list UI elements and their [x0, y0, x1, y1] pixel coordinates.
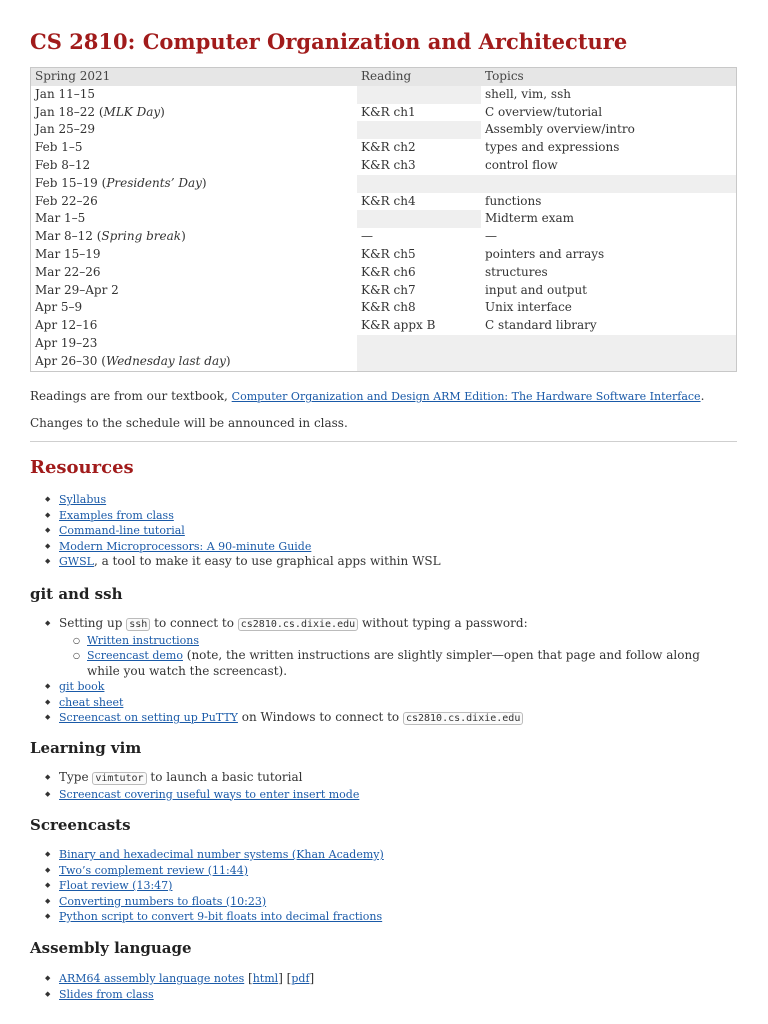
schedule-date-text: Jan 18–22 ( [35, 104, 104, 119]
schedule-date-text: Feb 15–19 ( [35, 175, 107, 190]
list-item [45, 539, 735, 555]
git-ssh-heading: git and ssh [30, 585, 123, 603]
screencast-link[interactable]: Two’s complement review (11:44) [59, 863, 249, 877]
schedule-date [31, 246, 358, 264]
schedule-date-text: Mar 15–19 [35, 246, 101, 261]
ssh-code: ssh [126, 618, 150, 631]
schedule-topic: C overview/tutorial [485, 104, 603, 119]
list-item [45, 492, 735, 508]
schedule-date-text: Feb 8–12 [35, 157, 91, 172]
schedule-topic: types and expressions [485, 140, 620, 155]
schedule-date [31, 317, 358, 335]
schedule-row [31, 264, 737, 282]
schedule-row [31, 335, 737, 353]
schedule-reading [357, 353, 481, 371]
schedule-reading [357, 210, 481, 228]
schedule-reading [357, 86, 481, 104]
insert-mode-link[interactable]: Screencast covering useful ways to enter insert mode [59, 787, 360, 801]
bracket-mid: ] [ [278, 971, 292, 985]
schedule-reading: K&R ch8 [361, 300, 416, 315]
schedule-date-note: Wednesday last day [105, 353, 226, 368]
screencasts-heading: Screencasts [30, 816, 131, 834]
schedule-date-text: Feb 22–26 [35, 193, 98, 208]
examples-link[interactable]: Examples from class [59, 508, 174, 522]
list-item [45, 987, 735, 1003]
schedule-topic: — [485, 229, 497, 244]
schedule-row [31, 86, 737, 104]
list-item [45, 554, 735, 570]
schedule-date-text: Apr 26–30 ( [35, 353, 106, 368]
schedule-row [31, 282, 737, 300]
host-code: cs2810.cs.dixie.edu [238, 618, 358, 631]
schedule-topic: shell, vim, ssh [485, 86, 571, 101]
schedule-reading: — [361, 229, 373, 244]
git-book-link[interactable]: git book [59, 680, 105, 693]
resources-heading: Resources [30, 457, 134, 478]
schedule-reading: K&R ch4 [361, 193, 416, 208]
schedule-row [31, 228, 737, 246]
schedule-topic: Assembly overview/intro [485, 122, 635, 137]
list-item [45, 909, 735, 925]
header-reading: Reading [357, 68, 481, 86]
html-link[interactable]: html [252, 972, 279, 985]
setup-text-2: to connect to [150, 616, 238, 630]
list-item [73, 633, 763, 649]
schedule-topic [481, 175, 737, 193]
schedule-row [31, 299, 737, 317]
schedule-reading: K&R ch5 [361, 246, 416, 261]
demo-note-cont: while you watch the screencast). [87, 663, 288, 678]
schedule-topic: input and output [485, 282, 587, 297]
schedule-date: Mar 8–12 (Spring break) [35, 229, 186, 244]
putty-host-code: cs2810.cs.dixie.edu [403, 712, 523, 725]
vimtutor-code: vimtutor [92, 772, 146, 785]
list-item [45, 695, 735, 711]
screencast-demo-link[interactable]: Screencast demo [87, 649, 183, 662]
list-item [45, 710, 735, 727]
schedule-row [31, 175, 737, 193]
list-item [45, 878, 735, 894]
schedule-topic [481, 335, 737, 353]
list-item [45, 508, 735, 524]
schedule-date-text: Apr 12–16 [35, 318, 98, 333]
header-semester: Spring 2021 [31, 68, 358, 86]
schedule-date-text: Jan 11–15 [35, 86, 96, 101]
schedule-date [31, 299, 358, 317]
schedule-row [31, 193, 737, 211]
screencast-link[interactable]: Python script to convert 9-bit floats into decimal fractions [59, 910, 383, 923]
schedule-topic: pointers and arrays [485, 246, 605, 261]
list-item [45, 863, 735, 879]
written-instructions-link[interactable]: Written instructions [87, 633, 199, 647]
schedule-date [31, 139, 358, 157]
list-item [45, 616, 735, 679]
page-title: CS 2810: Computer Organization and Architecture [30, 29, 628, 54]
assembly-heading: Assembly language [30, 939, 192, 957]
schedule-date-text: Apr 19–23 [35, 335, 98, 350]
setup-text-1: Setting up [59, 616, 127, 630]
schedule-reading [357, 121, 481, 139]
cheat-sheet-link[interactable]: cheat sheet [59, 695, 124, 709]
putty-screencast-link[interactable]: Screencast on setting up PuTTY [59, 711, 238, 724]
schedule-date-note: MLK Day [103, 104, 161, 119]
readings-paragraph [30, 389, 704, 403]
resources-list [45, 492, 735, 570]
list-item [45, 787, 735, 803]
command-line-tutorial-link[interactable]: Command-line tutorial [59, 524, 185, 537]
schedule-reading [357, 175, 481, 193]
schedule-date [31, 282, 358, 300]
schedule-row [31, 104, 737, 122]
list-item [45, 847, 735, 863]
slides-link[interactable]: Slides from class [59, 987, 154, 1001]
readings-end: . [700, 389, 705, 403]
setup-sublist [59, 633, 763, 680]
screencast-link[interactable]: Float review (13:47) [59, 879, 173, 892]
microprocessors-guide-link[interactable]: Modern Microprocessors: A 90-minute Guide [59, 539, 312, 553]
schedule-reading: K&R ch6 [361, 264, 416, 279]
schedule-row [31, 139, 737, 157]
schedule-reading: K&R appx B [361, 318, 436, 333]
schedule-date-note: Presidents’ Day [106, 175, 202, 190]
schedule-date [31, 193, 358, 211]
setup-text-3: without typing a password: [358, 616, 528, 630]
schedule-topic: control flow [485, 157, 558, 172]
screencasts-list [45, 847, 735, 925]
schedule-date [31, 335, 358, 353]
schedule-table [30, 67, 737, 372]
screencast-link[interactable]: Converting numbers to floats (10:23) [59, 894, 267, 908]
list-item [45, 679, 735, 695]
pdf-link[interactable]: pdf [291, 972, 310, 985]
schedule-date: Feb 15–19 (Presidents’ Day) [35, 175, 207, 190]
list-item [45, 894, 735, 910]
list-item [45, 971, 735, 987]
schedule-date: Apr 26–30 (Wednesday last day) [35, 353, 231, 368]
gwsl-description: , a tool to make it easy to use graphical apps within WSL [93, 554, 441, 568]
schedule-date [31, 86, 358, 104]
schedule-date: Jan 18–22 (MLK Day) [35, 104, 165, 119]
schedule-date-text: Mar 1–5 [35, 211, 86, 226]
schedule-topic: C standard library [485, 318, 597, 333]
list-item [45, 523, 735, 539]
vim-list [45, 770, 735, 802]
list-item [73, 648, 763, 679]
list-item [45, 770, 735, 787]
schedule-date [31, 157, 358, 175]
schedule-topic: structures [485, 264, 548, 279]
section-divider [30, 441, 737, 442]
schedule-topic: Midterm exam [485, 211, 575, 226]
schedule-date-text: Apr 5–9 [35, 300, 83, 315]
schedule-date-text: Feb 1–5 [35, 140, 83, 155]
schedule-topic: functions [485, 193, 542, 208]
schedule-row [31, 210, 737, 228]
schedule-date [31, 264, 358, 282]
schedule-row [31, 317, 737, 335]
arm64-notes-link[interactable]: ARM64 assembly language notes [59, 972, 245, 985]
schedule-reading: K&R ch2 [361, 140, 416, 155]
git-list [45, 616, 735, 727]
schedule-date-text: Mar 22–26 [35, 264, 101, 279]
schedule-date-text: Mar 29–Apr 2 [35, 282, 119, 297]
header-topics: Topics [481, 68, 737, 86]
schedule-reading [357, 335, 481, 353]
changes-paragraph: Changes to the schedule will be announced in class. [30, 416, 348, 430]
schedule-body [31, 86, 737, 371]
vimtutor-text-1: Type [59, 770, 93, 784]
schedule-date-text: Jan 25–29 [35, 122, 96, 137]
schedule-row [31, 157, 737, 175]
schedule-date [31, 210, 358, 228]
schedule-reading: K&R ch7 [361, 282, 416, 297]
schedule-row [31, 246, 737, 264]
textbook-link[interactable]: Computer Organization and Design ARM Edition: The Hardware Software Interface [231, 390, 701, 403]
bracket-close: ] [309, 971, 315, 985]
assembly-list [45, 971, 735, 1002]
screencast-link[interactable]: Binary and hexadecimal number systems (Khan Academy) [59, 848, 384, 861]
schedule-date-text: Mar 8–12 ( [35, 229, 102, 244]
schedule-header-row [31, 68, 737, 86]
schedule-row [31, 121, 737, 139]
syllabus-link[interactable]: Syllabus [59, 493, 107, 506]
schedule-date [31, 121, 358, 139]
schedule-row [31, 353, 737, 371]
demo-note: (note, the written instructions are slightly simpler—open that page and follow along [182, 648, 700, 662]
vimtutor-text-2: to launch a basic tutorial [146, 770, 303, 784]
bracket-open: [ [244, 971, 253, 985]
schedule-topic [481, 353, 737, 371]
schedule-reading: K&R ch3 [361, 157, 416, 172]
putty-text: on Windows to connect to [237, 710, 403, 724]
schedule-date-note: Spring break [101, 229, 182, 244]
schedule-reading: K&R ch1 [361, 104, 416, 119]
vim-heading: Learning vim [30, 739, 142, 757]
gwsl-link[interactable]: GWSL [59, 555, 94, 568]
readings-text: Readings are from our textbook, [30, 389, 232, 403]
schedule-topic: Unix interface [485, 300, 572, 315]
